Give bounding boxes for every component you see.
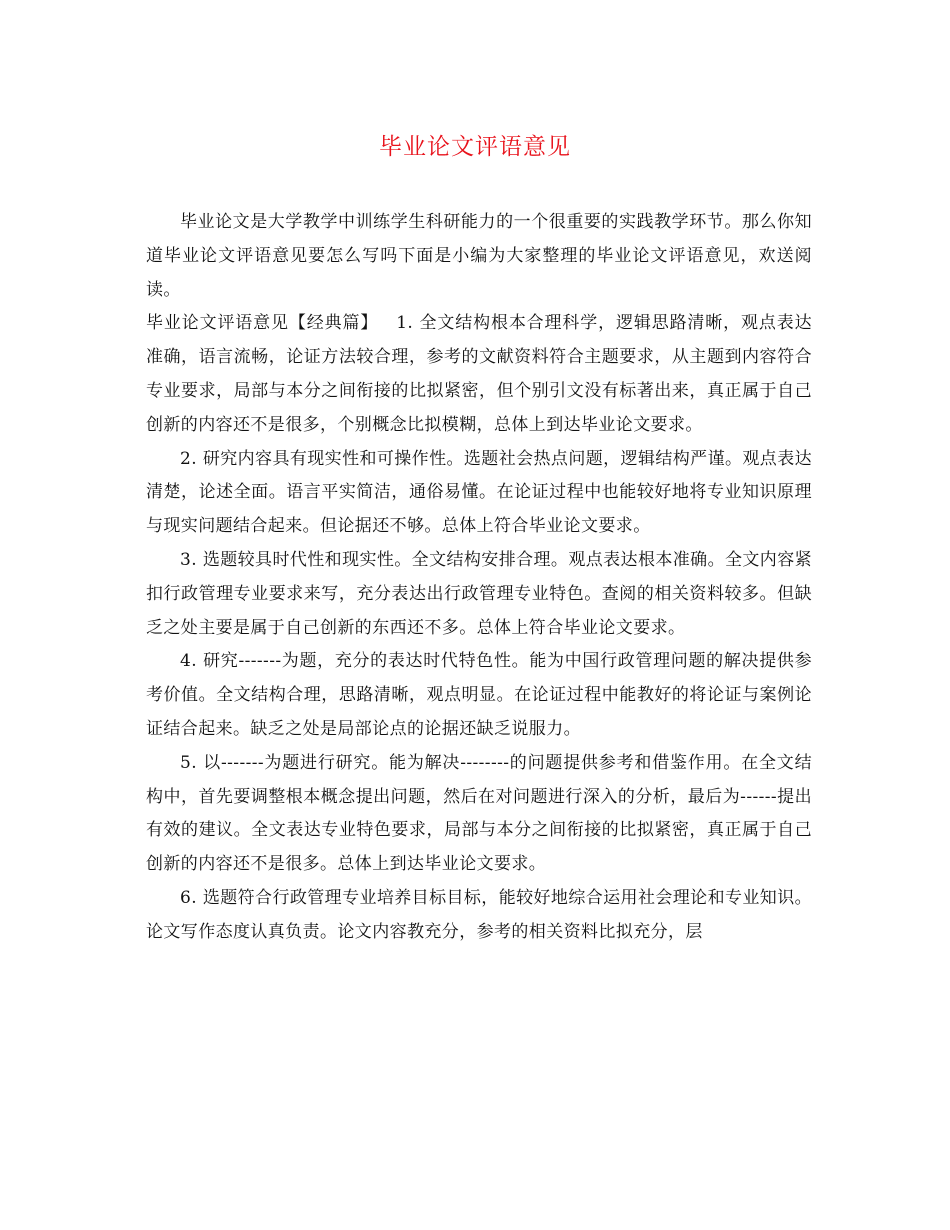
section-heading: 毕业论文评语意见【经典篇】 [146, 313, 379, 334]
comment-item-2: 2. 研究内容具有现实性和可操作性。选题社会热点问题，逻辑结构严谨。观点表达清楚，论述全面。语言平实简洁，通俗易懂。在论证过程中也能较好地将专业知识原理与现实问题结合起来。但论据还不够。总体上符合毕业论文要求。 [146, 448, 812, 537]
document-body [146, 206, 812, 950]
comment-item-6: 6. 选题符合行政管理专业培养目标目标，能较好地综合运用社会理论和专业知识。论文写作态度认真负责。论文内容教充分，参考的相关资料比拟充分，层 [146, 887, 812, 942]
document-title: 毕业论文评语意见 [379, 134, 571, 160]
intro-paragraph: 毕业论文是大学教学中训练学生科研能力的一个很重要的实践教学环节。那么你知道毕业论文评语意见要怎么写吗下面是小编为大家整理的毕业论文评语意见，欢送阅读。 [146, 212, 812, 300]
comment-item-1: 1. 全文结构根本合理科学，逻辑思路清晰，观点表达准确，语言流畅，论证方法较合理，参考的文献资料符合主题要求，从主题到内容符合专业要求，局部与本分之间衔接的比拟紧密，但个别引文没有标著出来，真正属于自己创新的内容还不是很多，个别概念比拟模糊，总体上到达毕业论文要求。 [146, 313, 813, 435]
comment-item-3: 3. 选题较具时代性和现实性。全文结构安排合理。观点表达根本准确。全文内容紧扣行政管理专业要求来写，充分表达出行政管理专业特色。查阅的相关资料较多。但缺乏之处主要是属于自己创新的东西还不多。总体上符合毕业论文要求。 [146, 549, 812, 638]
comment-item-1-paragraph [146, 307, 812, 442]
comment-item-4: 4. 研究-------为题，充分的表达时代特色性。能为中国行政管理问题的解决提供参考价值。全文结构合理，思路清晰，观点明显。在论证过程中能教好的将论证与案例论证结合起来。缺乏之处是局部论点的论据还缺乏说服力。 [146, 651, 812, 739]
comment-item-5: 5. 以-------为题进行研究。能为解决--------的问题提供参考和借鉴作用。在全文结构中，首先要调整根本概念提出问题，然后在对问题进行深入的分析，最后为------提出有效的建议。全文表达专业特色要求，局部与本分之间衔接的比拟紧密，真正属于自己创新的内容还不是很多。总体上到达毕业论文要求。 [146, 752, 812, 875]
